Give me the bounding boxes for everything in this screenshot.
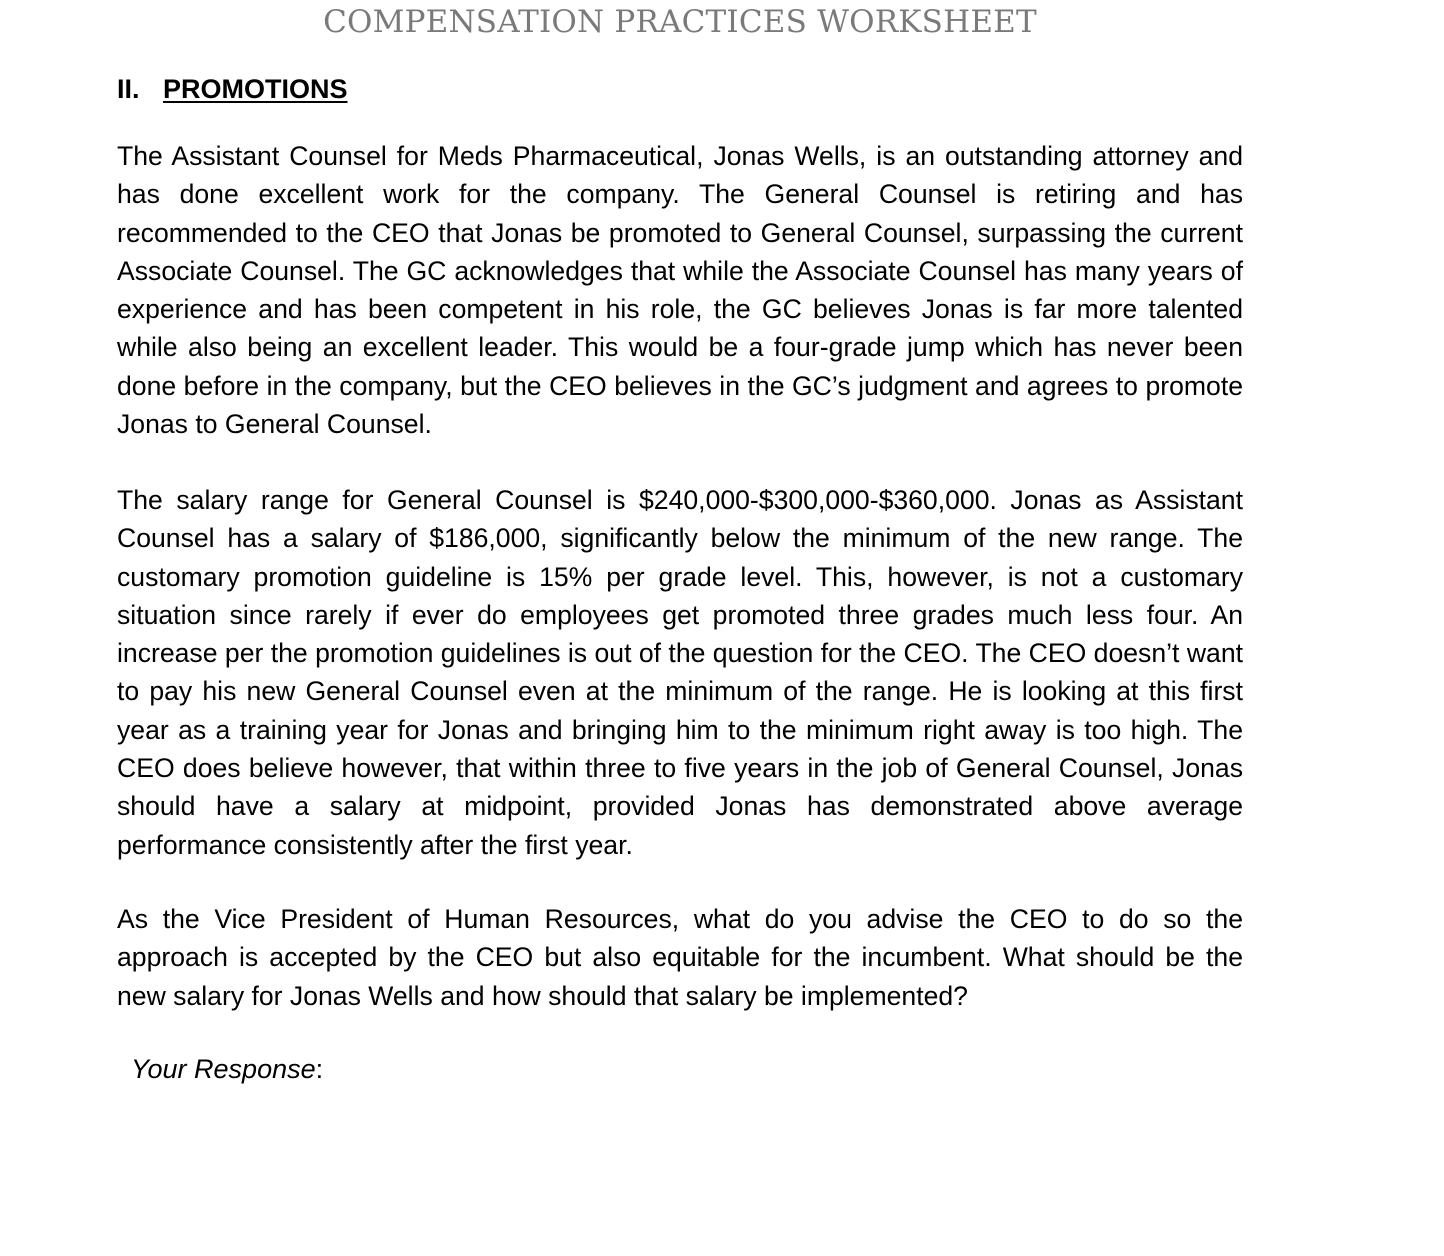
section-title: PROMOTIONS	[163, 74, 348, 104]
response-label-colon: :	[315, 1054, 324, 1084]
section-number: II.	[117, 74, 140, 104]
response-label	[131, 1054, 323, 1085]
question-paragraph: As the Vice President of Human Resources, what do you advise the CEO to do so the approach is accepted by the CEO but also equitable for the incumbent. What should be the new salary for Jonas Wells and how should that salary be implemented?	[117, 904, 1243, 1011]
worksheet-title: COMPENSATION PRACTICES WORKSHEET	[323, 4, 1037, 40]
scenario-paragraph: The Assistant Counsel for Meds Pharmaceutical, Jonas Wells, is an outstanding attorney and has done excellent work for the company. The General Counsel is retiring and has recommended to the CEO that Jonas be promoted to General Counsel, surpassing the current Associate Counsel. The GC acknowledges that while the Associate Counsel has many years of experience and has been competent in his role, the GC believes Jonas is far more talented while also being an excellent leader. This would be a four-grade jump which has never been done before in the company, but the CEO believes in the GC’s judgment and agrees to promote Jonas to General Counsel.	[117, 141, 1243, 440]
salary-paragraph: The salary range for General Counsel is $240,000-$300,000-$360,000. Jonas as Assistant Counsel has a salary of $186,000, significantly below the minimum of the new range. The customary promotion guideline is 15% per grade level. This, however, is not a customary situation since rarely if ever do employees get promoted three grades much less four. An increase per the promotion guidelines is out of the question for the CEO. The CEO doesn’t want to pay his new General Counsel even at the minimum of the range. He is looking at this first year as a training year for Jonas and bringing him to the minimum right away is too high. The CEO does believe however, that within three to five years in the job of General Counsel, Jonas should have a salary at midpoint, provided Jonas has demonstrated above average performance consistently after the first year.	[117, 485, 1243, 860]
response-label-text: Your Response	[131, 1054, 316, 1084]
section-heading	[117, 74, 348, 105]
